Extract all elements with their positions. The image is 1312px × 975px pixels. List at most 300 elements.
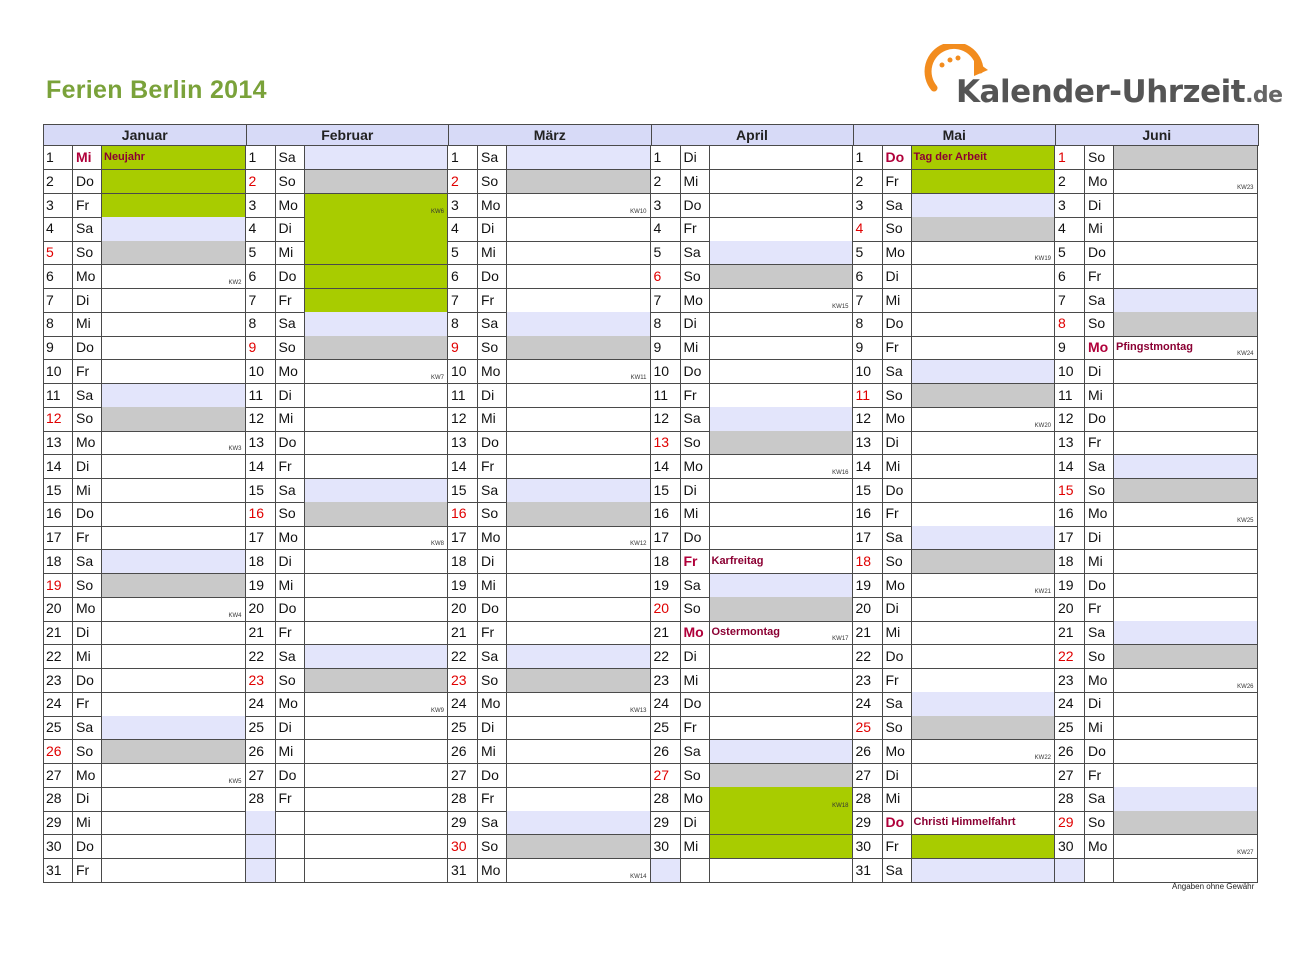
day-number: 19 <box>651 574 681 598</box>
day-event <box>305 170 449 194</box>
weekday: Mi <box>1085 716 1114 740</box>
day-number: 5 <box>1055 241 1085 265</box>
weekday: Fr <box>1085 431 1114 455</box>
day-number: 26 <box>448 740 478 764</box>
day-number: 29 <box>1055 811 1085 835</box>
weekday: Fr <box>478 621 507 645</box>
weekday: So <box>478 669 507 693</box>
weekday: So <box>1085 146 1114 170</box>
day-number: 23 <box>43 669 73 693</box>
day-event <box>102 740 246 764</box>
day-number: 4 <box>853 217 883 241</box>
weekday <box>276 811 305 835</box>
day-number: 11 <box>651 384 681 408</box>
day-number: 18 <box>448 550 478 574</box>
week-number: KW19 <box>1034 256 1051 263</box>
weekday: Sa <box>1085 455 1114 479</box>
weekday: So <box>883 384 912 408</box>
week-number: KW9 <box>430 707 444 714</box>
weekday: So <box>276 170 305 194</box>
day-number: 17 <box>448 526 478 550</box>
day-event <box>710 146 853 170</box>
day-number <box>246 811 276 835</box>
day-number: 2 <box>1055 170 1085 194</box>
weekday: Di <box>681 146 710 170</box>
weekday: Fr <box>681 217 710 241</box>
weekday: Do <box>276 597 305 621</box>
day-number <box>1055 859 1085 883</box>
weekday: Di <box>883 597 912 621</box>
day-event <box>912 669 1056 693</box>
day-event <box>102 692 246 716</box>
day-event <box>305 312 449 336</box>
day-number: 20 <box>1055 597 1085 621</box>
weekday: So <box>73 407 102 431</box>
day-number: 22 <box>448 645 478 669</box>
weekday: Fr <box>883 336 912 360</box>
weekday: Sa <box>681 574 710 598</box>
weekday: So <box>478 336 507 360</box>
day-number: 15 <box>1055 479 1085 503</box>
day-number: 13 <box>246 431 276 455</box>
day-number: 11 <box>246 384 276 408</box>
weekday: So <box>1085 645 1114 669</box>
day-event <box>912 645 1056 669</box>
day-number: 14 <box>853 455 883 479</box>
day-number: 3 <box>651 194 681 218</box>
day-event <box>1114 669 1258 693</box>
weekday: Mo <box>276 360 305 384</box>
day-number: 16 <box>1055 502 1085 526</box>
weekday: Fr <box>883 170 912 194</box>
weekday: Sa <box>1085 621 1114 645</box>
weekday: Fr <box>681 384 710 408</box>
weekday: Mo <box>681 787 710 811</box>
day-number: 23 <box>651 669 681 693</box>
weekday: Mi <box>478 407 507 431</box>
weekday: Di <box>681 479 710 503</box>
day-number: 13 <box>651 431 681 455</box>
day-number: 19 <box>853 574 883 598</box>
day-event <box>1114 146 1258 170</box>
day-number: 24 <box>651 692 681 716</box>
weekday: Mo <box>478 859 507 883</box>
day-event <box>507 407 651 431</box>
day-number: 17 <box>43 526 73 550</box>
day-number: 8 <box>853 312 883 336</box>
weekday: Sa <box>1085 289 1114 313</box>
day-event <box>102 146 246 170</box>
logo[interactable] <box>920 44 1283 114</box>
day-number: 4 <box>1055 217 1085 241</box>
weekday: Mo <box>73 265 102 289</box>
weekday: Fr <box>1085 265 1114 289</box>
day-event <box>912 360 1056 384</box>
weekday: Sa <box>478 312 507 336</box>
weekday: Do <box>1085 407 1114 431</box>
day-number: 23 <box>853 669 883 693</box>
weekday: Mo <box>681 289 710 313</box>
day-number: 30 <box>1055 835 1085 859</box>
weekday: Do <box>883 811 912 835</box>
weekday: Sa <box>276 312 305 336</box>
weekday: Sa <box>276 479 305 503</box>
day-number: 3 <box>853 194 883 218</box>
day-event <box>305 550 449 574</box>
day-number: 10 <box>448 360 478 384</box>
day-number: 22 <box>853 645 883 669</box>
week-number: KW7 <box>430 375 444 381</box>
weekday: Di <box>276 550 305 574</box>
day-number: 6 <box>853 265 883 289</box>
day-event <box>102 669 246 693</box>
day-event <box>102 265 246 289</box>
weekday: Sa <box>883 859 912 883</box>
weekday: So <box>276 336 305 360</box>
weekday: Mi <box>681 502 710 526</box>
day-number: 26 <box>853 740 883 764</box>
day-number: 17 <box>853 526 883 550</box>
day-number: 28 <box>448 787 478 811</box>
weekday: Mi <box>1085 384 1114 408</box>
calendar-grid <box>43 124 1258 882</box>
day-event <box>102 550 246 574</box>
weekday: Sa <box>73 384 102 408</box>
day-event <box>912 764 1056 788</box>
weekday: Do <box>883 645 912 669</box>
day-number: 4 <box>651 217 681 241</box>
day-number: 19 <box>246 574 276 598</box>
day-number: 21 <box>448 621 478 645</box>
day-event <box>305 431 449 455</box>
month-header: Juni <box>1055 124 1259 146</box>
day-number: 4 <box>246 217 276 241</box>
weekday: Di <box>73 621 102 645</box>
weekday: Mo <box>1085 835 1114 859</box>
weekday: Mi <box>1085 550 1114 574</box>
week-number: KW12 <box>630 541 647 548</box>
day-event <box>710 811 853 835</box>
weekday: So <box>478 502 507 526</box>
day-event <box>102 431 246 455</box>
day-event <box>1114 265 1258 289</box>
day-event <box>912 217 1056 241</box>
week-number: KW22 <box>1034 755 1051 761</box>
day-event <box>912 265 1056 289</box>
day-event <box>507 740 651 764</box>
weekday: Do <box>1085 574 1114 598</box>
holiday-name: Christi Himmelfahrt <box>913 816 1016 828</box>
weekday: Mo <box>883 740 912 764</box>
weekday: Mi <box>681 170 710 194</box>
weekday: So <box>73 241 102 265</box>
weekday: Fr <box>681 716 710 740</box>
day-event <box>507 669 651 693</box>
day-event <box>710 740 853 764</box>
weekday: Mo <box>276 692 305 716</box>
day-number: 19 <box>43 574 73 598</box>
day-number: 9 <box>853 336 883 360</box>
day-number: 5 <box>853 241 883 265</box>
weekday: Fr <box>276 621 305 645</box>
day-number: 1 <box>1055 146 1085 170</box>
weekday: Mi <box>73 146 102 170</box>
weekday: Fr <box>276 289 305 313</box>
week-number: KW11 <box>630 375 647 381</box>
week-number: KW21 <box>1034 588 1051 595</box>
day-number: 8 <box>246 312 276 336</box>
day-number: 3 <box>43 194 73 218</box>
weekday <box>1085 859 1114 883</box>
weekday: Di <box>1085 692 1114 716</box>
day-event <box>102 764 246 788</box>
day-number: 8 <box>651 312 681 336</box>
day-event <box>710 407 853 431</box>
weekday: Do <box>681 526 710 550</box>
weekday: Mo <box>73 597 102 621</box>
day-number: 11 <box>448 384 478 408</box>
day-event <box>1114 716 1258 740</box>
day-number: 22 <box>1055 645 1085 669</box>
weekday: Mi <box>478 740 507 764</box>
day-event <box>1114 621 1258 645</box>
day-event <box>710 289 853 313</box>
weekday: So <box>1085 479 1114 503</box>
day-number: 2 <box>448 170 478 194</box>
day-event <box>912 479 1056 503</box>
weekday: So <box>681 764 710 788</box>
day-number: 29 <box>853 811 883 835</box>
day-event <box>1114 336 1258 360</box>
day-number: 28 <box>1055 787 1085 811</box>
day-number: 12 <box>853 407 883 431</box>
day-event <box>710 764 853 788</box>
weekday: So <box>73 740 102 764</box>
day-event <box>1114 811 1258 835</box>
day-number: 20 <box>853 597 883 621</box>
day-number: 29 <box>651 811 681 835</box>
day-event <box>102 645 246 669</box>
day-event <box>507 502 651 526</box>
day-event <box>305 621 449 645</box>
weekday: Do <box>73 835 102 859</box>
weekday: Fr <box>73 526 102 550</box>
weekday: Mo <box>1085 170 1114 194</box>
day-event <box>102 217 246 241</box>
day-number: 24 <box>43 692 73 716</box>
day-number: 29 <box>448 811 478 835</box>
day-event <box>507 217 651 241</box>
day-event <box>710 574 853 598</box>
weekday: So <box>1085 312 1114 336</box>
day-number: 11 <box>43 384 73 408</box>
day-event <box>102 384 246 408</box>
day-event <box>710 217 853 241</box>
weekday: Di <box>681 312 710 336</box>
weekday: So <box>681 431 710 455</box>
logo-name: Kalender-Uhrzeit <box>956 74 1246 110</box>
day-event <box>1114 692 1258 716</box>
day-number: 7 <box>246 289 276 313</box>
day-number: 21 <box>1055 621 1085 645</box>
weekday: Mo <box>1085 669 1114 693</box>
weekday: Do <box>883 146 912 170</box>
weekday: Di <box>276 217 305 241</box>
day-event <box>507 597 651 621</box>
month-header: Februar <box>246 124 450 146</box>
weekday: Mo <box>883 241 912 265</box>
day-event <box>710 669 853 693</box>
weekday: Mo <box>1085 502 1114 526</box>
week-number: KW17 <box>832 636 849 643</box>
day-event <box>507 835 651 859</box>
day-number: 21 <box>651 621 681 645</box>
weekday: Fr <box>478 289 507 313</box>
weekday: Mi <box>883 787 912 811</box>
day-number: 18 <box>1055 550 1085 574</box>
weekday: Mi <box>478 241 507 265</box>
day-event <box>305 455 449 479</box>
day-number: 5 <box>448 241 478 265</box>
day-event <box>102 312 246 336</box>
day-number: 26 <box>1055 740 1085 764</box>
weekday: Mi <box>883 621 912 645</box>
weekday: Sa <box>478 479 507 503</box>
day-event <box>1114 787 1258 811</box>
day-event <box>507 716 651 740</box>
weekday: Mo <box>883 407 912 431</box>
weekday: Mo <box>681 621 710 645</box>
day-number: 14 <box>246 455 276 479</box>
weekday: Di <box>276 716 305 740</box>
day-event <box>305 407 449 431</box>
holiday-name: Neujahr <box>104 151 145 163</box>
weekday: Mi <box>883 455 912 479</box>
day-event <box>912 241 1056 265</box>
day-event <box>507 550 651 574</box>
day-event <box>1114 241 1258 265</box>
day-event <box>912 621 1056 645</box>
day-number: 2 <box>853 170 883 194</box>
weekday: Do <box>883 312 912 336</box>
day-number: 2 <box>246 170 276 194</box>
weekday: Sa <box>276 146 305 170</box>
day-number: 22 <box>43 645 73 669</box>
day-number: 26 <box>246 740 276 764</box>
day-number: 8 <box>1055 312 1085 336</box>
weekday: Fr <box>883 502 912 526</box>
day-event <box>102 479 246 503</box>
day-event <box>305 669 449 693</box>
day-number: 5 <box>43 241 73 265</box>
month-header: Januar <box>43 124 247 146</box>
day-event <box>305 692 449 716</box>
weekday: Di <box>883 431 912 455</box>
weekday: Fr <box>1085 764 1114 788</box>
day-event <box>305 574 449 598</box>
weekday <box>276 859 305 883</box>
day-event <box>912 692 1056 716</box>
day-number: 21 <box>853 621 883 645</box>
day-event <box>305 764 449 788</box>
day-number: 23 <box>1055 669 1085 693</box>
weekday: Sa <box>73 550 102 574</box>
day-number: 22 <box>246 645 276 669</box>
day-number: 25 <box>651 716 681 740</box>
day-event <box>305 859 449 883</box>
day-event <box>305 194 449 218</box>
weekday: Do <box>73 669 102 693</box>
day-event <box>507 265 651 289</box>
day-number: 18 <box>853 550 883 574</box>
weekday: Do <box>1085 241 1114 265</box>
day-number: 29 <box>43 811 73 835</box>
day-number: 28 <box>853 787 883 811</box>
day-event <box>912 146 1056 170</box>
day-event <box>507 859 651 883</box>
day-event <box>102 811 246 835</box>
day-event <box>1114 597 1258 621</box>
day-event <box>102 407 246 431</box>
holiday-name: Pfingstmontag <box>1116 341 1193 353</box>
day-event <box>912 170 1056 194</box>
day-number: 6 <box>651 265 681 289</box>
day-event <box>507 764 651 788</box>
day-event <box>1114 455 1258 479</box>
day-event <box>102 526 246 550</box>
day-number: 25 <box>43 716 73 740</box>
day-event <box>507 312 651 336</box>
day-number: 9 <box>246 336 276 360</box>
day-event <box>305 146 449 170</box>
day-number: 13 <box>448 431 478 455</box>
day-event <box>912 716 1056 740</box>
weekday: Do <box>478 597 507 621</box>
day-event <box>710 455 853 479</box>
weekday: Sa <box>883 526 912 550</box>
day-event <box>1114 764 1258 788</box>
weekday: So <box>883 716 912 740</box>
day-number: 18 <box>246 550 276 574</box>
day-number: 26 <box>651 740 681 764</box>
weekday: Di <box>478 384 507 408</box>
day-event <box>710 597 853 621</box>
day-number: 7 <box>651 289 681 313</box>
weekday: Sa <box>478 811 507 835</box>
day-number: 20 <box>43 597 73 621</box>
day-event <box>305 241 449 265</box>
day-event <box>507 526 651 550</box>
weekday: Fr <box>73 692 102 716</box>
day-event <box>102 716 246 740</box>
day-event <box>507 146 651 170</box>
day-number: 1 <box>448 146 478 170</box>
day-number: 17 <box>651 526 681 550</box>
day-number: 13 <box>43 431 73 455</box>
weekday: Fr <box>1085 597 1114 621</box>
day-number: 31 <box>448 859 478 883</box>
day-number: 27 <box>448 764 478 788</box>
day-event <box>305 479 449 503</box>
weekday: Mo <box>681 455 710 479</box>
day-event <box>102 787 246 811</box>
day-number: 6 <box>246 265 276 289</box>
day-event <box>102 574 246 598</box>
weekday: Mo <box>276 526 305 550</box>
weekday: Mi <box>73 479 102 503</box>
day-event <box>1114 289 1258 313</box>
day-number: 10 <box>853 360 883 384</box>
